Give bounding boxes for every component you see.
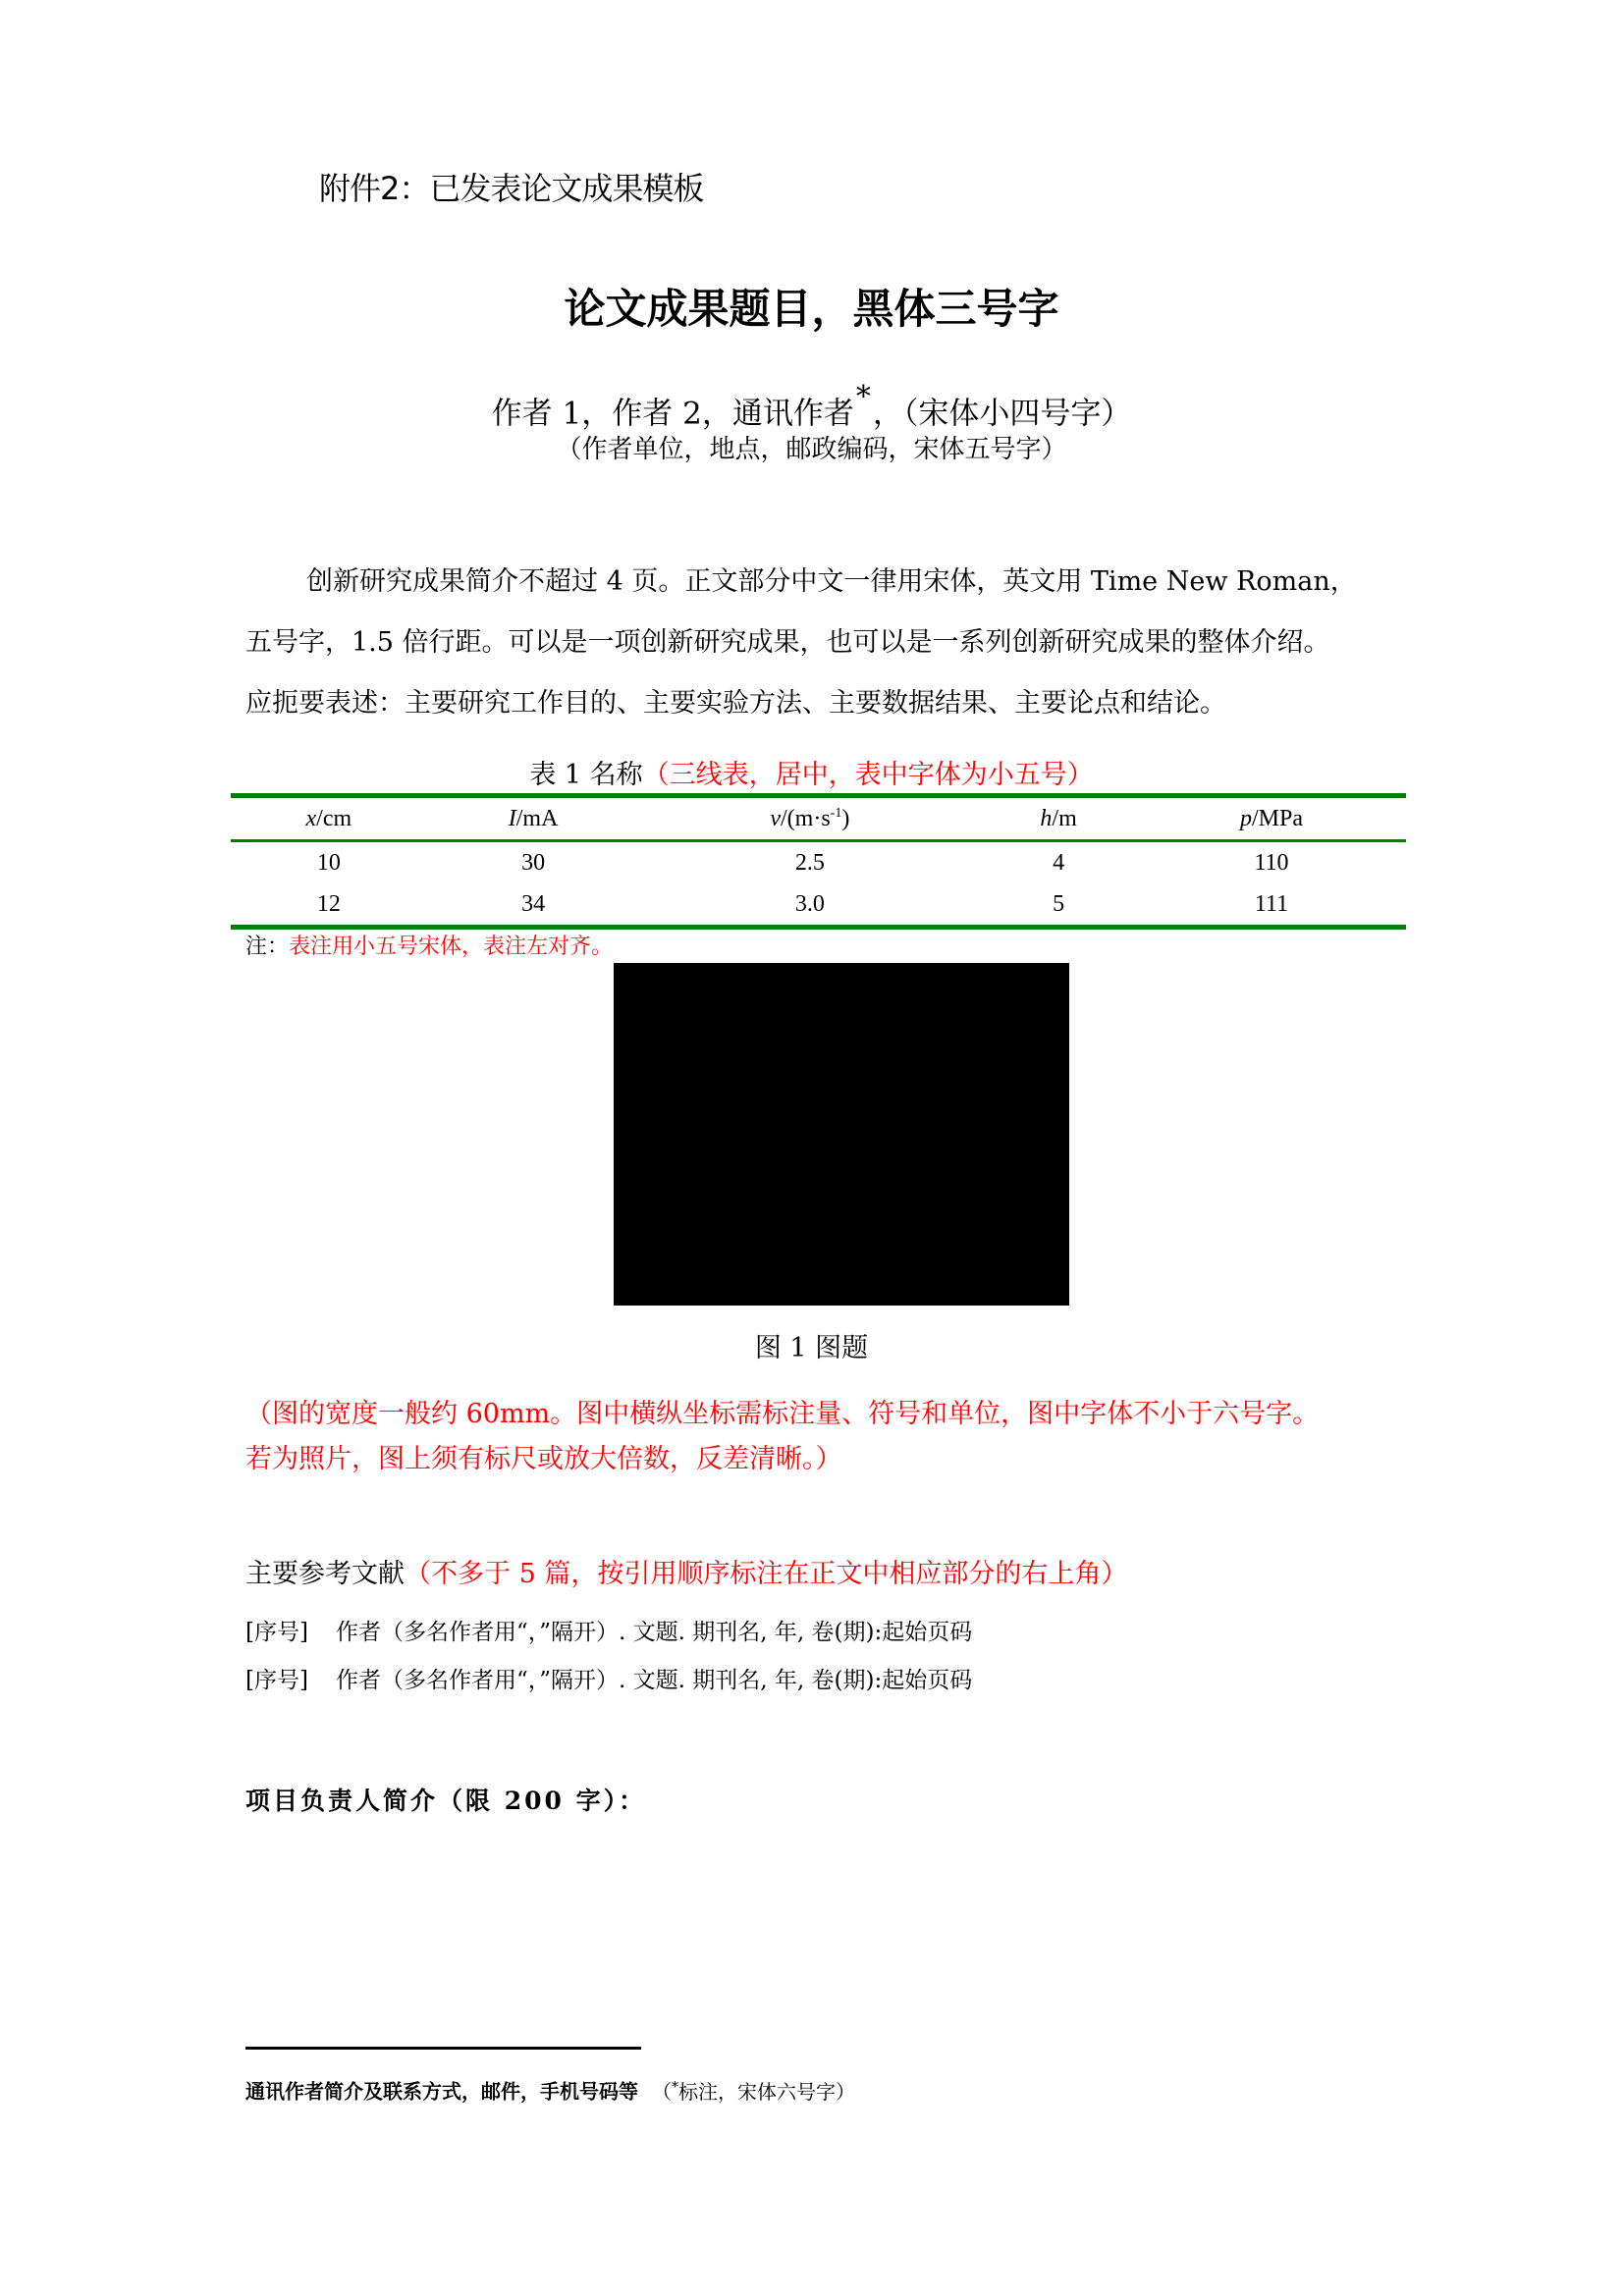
table-note [245, 933, 613, 962]
author-font-hint: ，（宋体小四号字） [872, 396, 1132, 432]
figure-image-placeholder [614, 963, 1069, 1306]
column-header-h: h/m [1040, 805, 1077, 831]
author-names: 作者 1，作者 2，通讯作者 [491, 396, 854, 432]
footnote-mark: * [672, 2079, 678, 2095]
footnote-separator [245, 2047, 641, 2050]
reference-number: [序号] [245, 1620, 308, 1645]
table-note-label: 注： [245, 934, 290, 959]
reference-item [245, 1618, 972, 1647]
figure-caption: 图 1 图题 [754, 1333, 869, 1363]
table-caption [0, 758, 1623, 793]
table-cell: 3.0 [794, 890, 825, 917]
table-cell: 4 [1053, 849, 1065, 876]
footnote [245, 2073, 855, 2106]
table-caption-title: 表 1 名称 [529, 760, 643, 790]
affiliation-line: （作者单位，地点，邮政编码，宋体五号字） [556, 435, 1067, 464]
body-paragraph [245, 552, 1414, 734]
table-row [231, 841, 1406, 884]
figure-note [245, 1392, 1424, 1482]
table-cell: 30 [521, 849, 546, 876]
body-line-3: 应扼要表述：主要研究工作目的、主要实验方法、主要数据结果、主要论点和结论。 [245, 688, 1226, 719]
reference-item [245, 1666, 972, 1695]
author-line [0, 380, 1623, 434]
table-cell: 12 [316, 890, 341, 917]
figure-note-line-2: 若为照片，图上须有标尺或放大倍数，反差清晰。） [245, 1444, 842, 1474]
table-header-row [231, 796, 1406, 841]
reference-text: 作者（多名作者用“，”隔开）. 文题. 期刊名, 年, 卷(期):起始页码 [336, 1620, 973, 1645]
corresponding-author-mark: * [855, 380, 871, 414]
references-heading [245, 1557, 1127, 1592]
paper-title: 论文成果题目，黑体三号字 [564, 285, 1059, 333]
body-line-1: 创新研究成果简介不超过 4 页。正文部分中文一律用宋体，英文用 Time New Roman， [306, 566, 1357, 597]
reference-text: 作者（多名作者用“，”隔开）. 文题. 期刊名, 年, 卷(期):起始页码 [336, 1668, 973, 1693]
three-line-table [231, 793, 1406, 930]
column-header-p: p/MPa [1239, 805, 1303, 831]
reference-number: [序号] [245, 1668, 308, 1693]
footnote-hint: （*标注，宋体六号字） [652, 2079, 855, 2104]
column-header-v: $v/(m\cdot s^{-1})$ [770, 805, 850, 831]
table-cell: 10 [316, 849, 341, 876]
references-title: 主要参考文献 [245, 1559, 405, 1589]
project-leader-heading: 项目负责人简介（限 200 字）： [245, 1787, 647, 1815]
references-hint: （不多于 5 篇，按引用顺序标注在正文中相应部分的右上角） [405, 1559, 1128, 1589]
table-cell: 110 [1254, 849, 1289, 876]
table-cell: 2.5 [794, 849, 825, 876]
footnote-main-text: 通讯作者简介及联系方式，邮件，手机号码等 [245, 2079, 638, 2104]
column-header-i: I/mA [508, 805, 559, 831]
column-header-x: x/cm [305, 805, 352, 831]
figure-note-line-1: （图的宽度一般约 60mm。图中横纵坐标需标注量、符号和单位，图中字体不小于六号字。 [245, 1399, 1320, 1429]
table-cell: 111 [1254, 890, 1289, 917]
table-note-text: 表注用小五号宋体，表注左对齐。 [289, 934, 614, 959]
table-cell: 5 [1053, 890, 1065, 917]
table-caption-hint: （三线表，居中，表中字体为小五号） [642, 760, 1094, 790]
attachment-label: 附件2：已发表论文成果模板 [319, 170, 704, 207]
table-row [231, 884, 1406, 928]
body-line-2: 五号字，1.5 倍行距。可以是一项创新研究成果，也可以是一系列创新研究成果的整体介绍。 [245, 627, 1330, 658]
table-cell: 34 [521, 890, 546, 917]
